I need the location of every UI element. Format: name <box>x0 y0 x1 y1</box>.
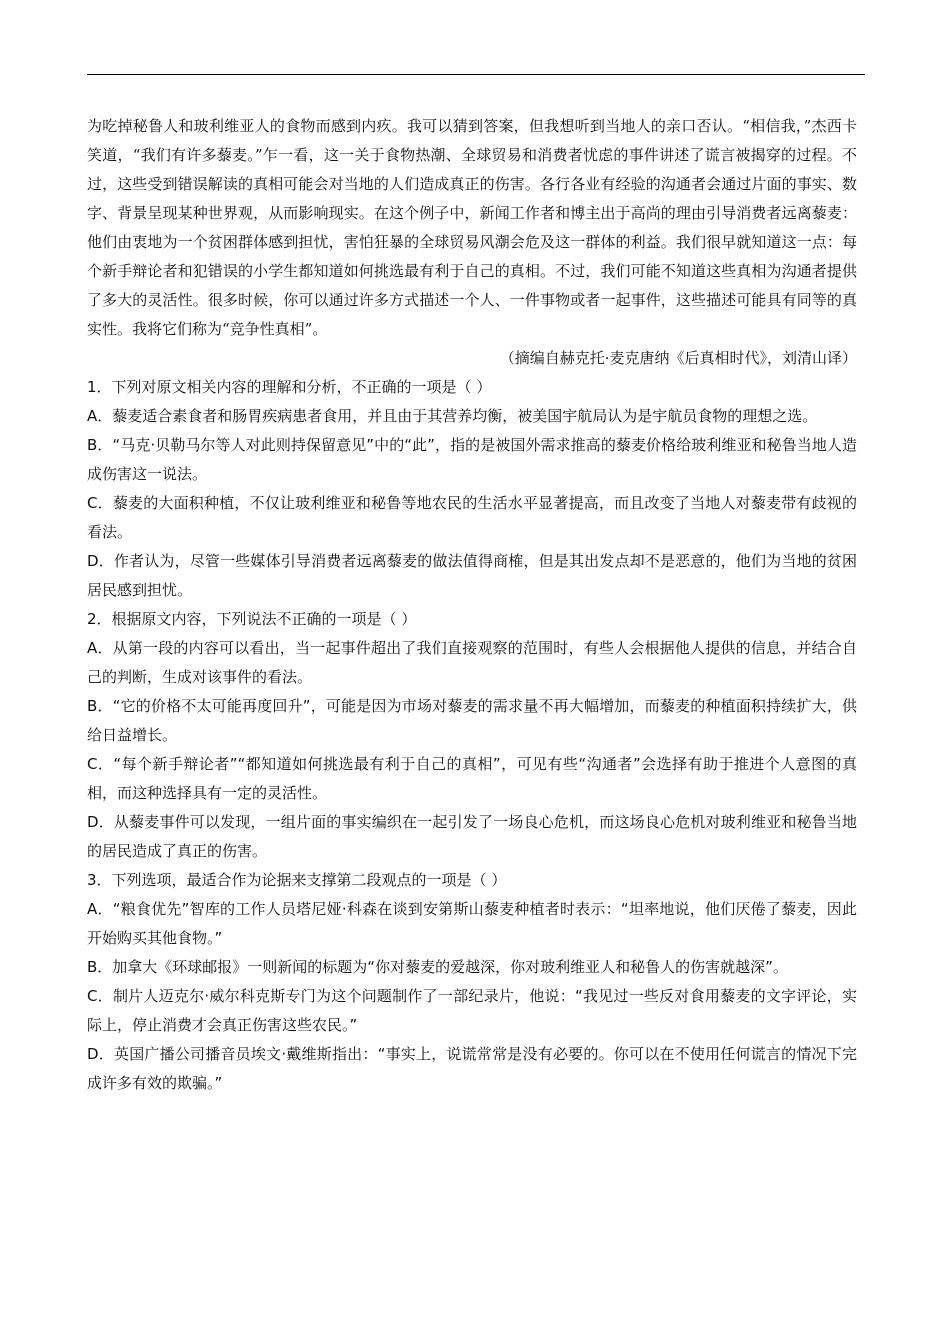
question-3 <box>87 866 857 1098</box>
page-content <box>87 112 857 1098</box>
question-stem: 1．下列对原文相关内容的理解和分析，不正确的一项是（ ） <box>87 378 492 396</box>
option-a: A．“粮食优先”智库的工作人员塔尼娅·科森在谈到安第斯山藜麦种植者时表示：“坦率地说，他们厌倦了藜麦，因此开始购买其他食物。” <box>87 900 857 947</box>
option-a: A．藜麦适合素食者和肠胃疾病患者食用，并且由于其营养均衡，被美国宇航局认为是宇航员食物的理想之选。 <box>87 407 818 425</box>
option-c: C．制片人迈克尔·威尔科克斯专门为这个问题制作了一部纪录片，他说：“我见过一些反对食用藜麦的文字评论，实际上，停止消费才会真正伤害这些农民。” <box>87 987 857 1034</box>
question-2 <box>87 605 857 866</box>
option-d: D．英国广播公司播音员埃文·戴维斯指出：“事实上，说谎常常是没有必要的。你可以在不使用任何谎言的情况下完成许多有效的欺骗。” <box>87 1045 857 1092</box>
passage-text: 为吃掉秘鲁人和玻利维亚人的食物而感到内疚。我可以猜到答案，但我想听到当地人的亲口否认。“相信我，”杰西卡笑道，“我们有许多藜麦。”乍一看，这一关于食物热潮、全球贸易和消费者忧虑的事件讲述了谎言被揭穿的过程。不过，这些受到错误解读的真相可能会对当地的人们造成真正的伤害。各行各业有经验的沟通者会通过片面的事实、数字、背景呈现某种世界观，从而影响现实。在这个例子中，新闻工作者和博主出于高尚的理由引导消费者远离藜麦：他们由衷地为一个贫困群体感到担忧，害怕狂暴的全球贸易风潮会危及这一群体的利益。我们很早就知道这一点：每个新手辩论者和犯错误的小学生都知道如何挑选最有利于自己的真相。不过，我们可能不知道这些真相为沟通者提供了多大的灵活性。很多时候，你可以通过许多方式描述一个人、一件事物或者一起事件，这些描述可能具有同等的真实性。我将它们称为“竞争性真相”。 <box>87 117 857 338</box>
option-b: B．“马克·贝勒马尔等人对此则持保留意见”中的“此”，指的是被国外需求推高的藜麦价格给玻利维亚和秘鲁当地人造成伤害这一说法。 <box>87 436 857 483</box>
header-rule <box>87 74 865 75</box>
option-b: B．加拿大《环球邮报》一则新闻的标题为“你对藜麦的爱越深，你对玻利维亚人和秘鲁人的伤害就越深”。 <box>87 958 788 976</box>
passage-source: （摘编自赫克托·麦克唐纳《后真相时代》，刘清山译） <box>499 349 857 367</box>
option-c: C．“每个新手辩论者”“都知道如何挑选最有利于自己的真相”，可见有些“沟通者”会选择有助于推进个人意图的真相，而这种选择具有一定的灵活性。 <box>87 755 857 802</box>
question-1 <box>87 373 857 605</box>
question-stem: 2．根据原文内容，下列说法不正确的一项是（ ） <box>87 610 417 628</box>
option-a: A．从第一段的内容可以看出，当一起事件超出了我们直接观察的范围时，有些人会根据他人提供的信息，并结合自己的判断，生成对该事件的看法。 <box>87 639 857 686</box>
question-stem: 3．下列选项，最适合作为论据来支撑第二段观点的一项是（ ） <box>87 871 507 889</box>
option-d: D．作者认为，尽管一些媒体引导消费者远离藜麦的做法值得商榷，但是其出发点却不是恶意的，他们为当地的贫困居民感到担忧。 <box>87 552 857 599</box>
option-b: B．“它的价格不太可能再度回升”，可能是因为市场对藜麦的需求量不再大幅增加，而藜麦的种植面积持续扩大，供给日益增长。 <box>87 697 857 744</box>
option-d: D．从藜麦事件可以发现，一组片面的事实编织在一起引发了一场良心危机，而这场良心危机对玻利维亚和秘鲁当地的居民造成了真正的伤害。 <box>87 813 857 860</box>
option-c: C．藜麦的大面积种植，不仅让玻利维亚和秘鲁等地农民的生活水平显著提高，而且改变了当地人对藜麦带有歧视的看法。 <box>87 494 857 541</box>
